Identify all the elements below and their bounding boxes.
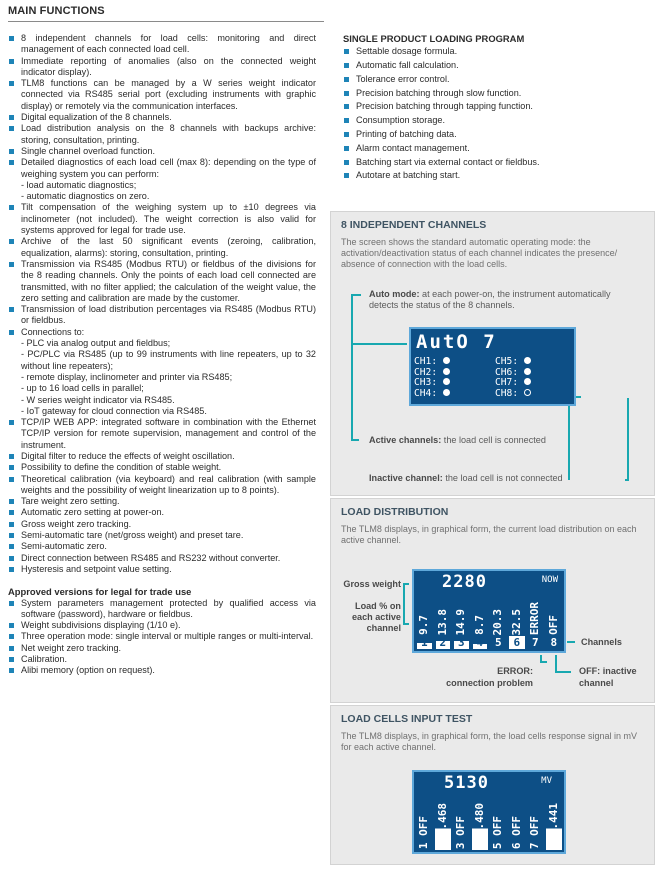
mv-value: 5130 (444, 773, 489, 793)
sub-item: - W series weight indicator via RS485. (21, 394, 175, 405)
list-item: Settable dosage formula. (343, 46, 658, 57)
connector-line (568, 394, 570, 480)
list-item: Calibration. (8, 654, 316, 665)
list-item: Precision batching through tapping function. (343, 101, 658, 112)
channel-status: CH7: (495, 378, 531, 389)
mv-value-label: 7 OFF (528, 815, 541, 849)
load-percent-value: 32.5 (509, 608, 523, 635)
inactive-text: the load cell is not connected (442, 473, 563, 483)
mv-value-label: 4 3.480 (472, 802, 486, 849)
panel-description: The screen shows the standard automatic operating mode: the activation/deactivation status of each channel indicates the presence/ absence of connection with the load cells. (341, 237, 618, 270)
channel-status: CH2: (414, 368, 450, 379)
list-item: Tolerance error control. (343, 74, 658, 85)
load-channel-column (453, 595, 470, 649)
single-product-section (343, 33, 658, 184)
connector-line (625, 479, 629, 481)
channel-number: 6 (509, 636, 526, 649)
load-percent-value: ERROR (528, 601, 541, 635)
list-item (8, 157, 316, 202)
bracket-line (540, 661, 547, 663)
sub-item: - up to 16 load cells in parallel; (21, 383, 144, 394)
error-note: ERROR: connection problem (446, 666, 533, 688)
list-item: Single channel overload function. (8, 146, 316, 157)
list-item: Semi-automatic zero. (8, 541, 316, 552)
bracket-line (403, 623, 409, 625)
load-channel-column (527, 595, 544, 649)
list-item: Autotare at batching start. (343, 170, 658, 181)
auto-mode-screen (409, 327, 576, 406)
channels-label: Channels (581, 637, 622, 647)
connections-text: Connections to: (21, 326, 85, 337)
mv-value-label: 2 6.468 (435, 802, 449, 849)
channel-number: 7 (531, 636, 539, 649)
channel-status: CH8: (495, 389, 531, 400)
load-percent-value: 13.8 (435, 608, 449, 635)
title-divider (8, 21, 324, 22)
list-item: Printing of batching data. (343, 129, 658, 140)
active-text: the load cell is connected (441, 435, 546, 445)
main-functions-column (8, 33, 316, 677)
list-item: Load distribution analysis on the 8 channels with backups archive: storing, consultation, printing. (8, 123, 316, 146)
sub-item: - load automatic diagnostics; (21, 179, 137, 190)
list-item: Gross weight zero tracking. (8, 519, 316, 530)
load-channel-column (416, 595, 433, 649)
diagnostics-text: Detailed diagnostics of each load cell (max 8): depending on the type of weighing system you can perform: (21, 157, 316, 179)
channel-status: CH5: (495, 357, 531, 368)
panel-title: 8 INDEPENDENT CHANNELS (341, 219, 487, 231)
gross-weight-label: Gross weight (343, 579, 401, 589)
panel-description: The TLM8 displays, in graphical form, the load cells response signal in mV for each active channel. (341, 731, 637, 753)
channel-status: CH1: (414, 357, 450, 368)
single-product-list (343, 46, 658, 181)
load-distribution-screen (412, 569, 566, 653)
list-item: Possibility to define the condition of stable weight. (8, 462, 316, 473)
channels-right (495, 357, 531, 399)
active-channels-note (369, 435, 546, 446)
list-item: Direct connection between RS485 and RS232 without converter. (8, 553, 316, 564)
mv-channel-column (435, 796, 452, 850)
connector-line (351, 439, 359, 441)
gross-weight-value: 2280 (442, 572, 487, 592)
channel-number: 2 (439, 636, 447, 649)
load-channel-column (509, 595, 526, 649)
connector-line (351, 294, 353, 439)
list-item: Automatic fall calculation. (343, 60, 658, 71)
list-item: Theoretical calibration (via keyboard) and real calibration (with sample weights and the possibility of weight linearization up to 8 points). (8, 474, 316, 497)
off-note: OFF: inactive channel (579, 666, 637, 688)
mv-value-label: 1 OFF (417, 815, 430, 849)
bracket-line (555, 671, 571, 673)
channel-number: 5 (494, 636, 502, 649)
mv-value-label: 5 OFF (491, 815, 504, 849)
list-item: Hysteresis and setpoint value setting. (8, 564, 316, 575)
mv-value-label: 3 OFF (454, 815, 467, 849)
spacer (8, 575, 316, 586)
load-cells-input-panel (330, 705, 655, 865)
list-item: Transmission via RS485 (Modbus RTU) or fieldbus of the divisions for the 8 reading channels. Only the points of each load cell connected are transmitted, with no filter applied; the calculation of the weight value, the zero setting and calibration are made by the customer. (8, 259, 316, 304)
load-channel-column (490, 595, 507, 649)
auto-mode-note (369, 289, 627, 311)
list-item: TLM8 functions can be managed by a W series weight indicator connected via RS485 serial port (excluding instruments with graphic display) or remotely via the communication interfaces. (8, 78, 316, 112)
mv-channel-column (416, 796, 433, 850)
bracket-line (403, 583, 405, 625)
channel-status: CH4: (414, 389, 450, 400)
now-indicator: NOW (541, 575, 558, 585)
legal-section-title: Approved versions for legal for trade use (8, 586, 192, 598)
unit-label: MV (541, 776, 552, 786)
channel-status: CH3: (414, 378, 450, 389)
input-test-screen (412, 770, 566, 854)
panel-description: The TLM8 displays, in graphical form, the current load distribution on each active channel. (341, 524, 637, 546)
independent-channels-panel (330, 211, 655, 496)
list-item: Transmission of load distribution percentages via RS485 (Modbus RTU) or fieldbus. (8, 304, 316, 327)
list-item: 8 independent channels for load cells: monitoring and direct management of each connected load cell. (8, 33, 316, 56)
channel-number: 3 (457, 636, 465, 649)
load-channel-column (435, 595, 452, 649)
sub-item: - PC/PLC via RS485 (up to 99 instruments with line repeaters, up to 32 without line repeaters); (21, 349, 316, 371)
list-item: Digital equalization of the 8 channels. (8, 112, 316, 123)
channel-number: 4 (476, 636, 484, 649)
mv-channel-column (546, 796, 563, 850)
mv-channel-column (509, 796, 526, 850)
section-title: SINGLE PRODUCT LOADING PROGRAM (343, 33, 525, 44)
load-percent-value: 9.7 (417, 615, 430, 635)
sub-item: - remote display, inclinometer and printer via RS485; (21, 371, 233, 382)
list-item: Automatic zero setting at power-on. (8, 507, 316, 518)
mv-value-label: 8 5.441 (546, 802, 560, 849)
channel-number: 8 (550, 636, 558, 649)
mv-channel-column (490, 796, 507, 850)
mv-channel-column (472, 796, 489, 850)
auto-mode-text: at each power-on, the instrument automatically detects the status of the 8 channels. (369, 289, 611, 310)
bracket-line (403, 583, 409, 585)
mv-value-label: 6 OFF (509, 815, 523, 849)
load-percent-value: 20.3 (491, 608, 504, 635)
legal-list (8, 598, 316, 677)
connector-line (627, 398, 629, 480)
mv-bars (416, 796, 562, 850)
list-item: Three operation mode: single interval or multiple ranges or multi-interval. (8, 631, 316, 642)
list-item: System parameters management protected by qualified access via software (password), hardware or fieldbus. (8, 598, 316, 621)
load-distribution-panel (330, 498, 655, 703)
connector-line (351, 343, 407, 345)
channel-status: CH6: (495, 368, 531, 379)
list-item: Tilt compensation of the weighing system up to ±10 degrees via inclinometer (not included). The weight correction is also valid for systems approved for legal for trade use. (8, 202, 316, 236)
load-percent-value: OFF (546, 615, 560, 635)
page-title: MAIN FUNCTIONS (8, 5, 105, 17)
active-label: Active channels: (369, 435, 442, 445)
channels-left (414, 357, 450, 399)
list-item: Digital filter to reduce the effects of weight oscillation. (8, 451, 316, 462)
list-item: TCP/IP WEB APP: integrated software in combination with the Ethernet TCP/IP version for remote supervision, management and control of the instrument. (8, 417, 316, 451)
mv-channel-column (453, 796, 470, 850)
load-percent-value: 14.9 (454, 608, 467, 635)
list-item: Weight subdivisions displaying (1/10 e). (8, 620, 316, 631)
list-item: Consumption storage. (343, 115, 658, 126)
bracket-line (567, 641, 575, 643)
list-item: Batching start via external contact or fieldbus. (343, 157, 658, 168)
sub-item: - IoT gateway for cloud connection via RS485. (21, 405, 207, 416)
list-item: Semi-automatic tare (net/gross weight) and preset tare. (8, 530, 316, 541)
panel-title: LOAD CELLS INPUT TEST (341, 713, 473, 725)
load-percent-value: 8.7 (472, 615, 486, 635)
sub-item: - automatic diagnostics on zero. (21, 191, 150, 202)
load-channel-column (472, 595, 489, 649)
list-item: Archive of the last 50 significant events (zeroing, calibration, equalization, alarms): storing, consultation, printing. (8, 236, 316, 259)
screen-title: AutO 7 (416, 331, 497, 353)
load-channel-column (546, 595, 563, 649)
list-item: Tare weight zero setting. (8, 496, 316, 507)
panel-title: LOAD DISTRIBUTION (341, 506, 449, 518)
channel-number: 1 (420, 636, 428, 649)
auto-mode-label: Auto mode: (369, 289, 420, 299)
list-item: Immediate reporting of anomalies (also on the connected weight indicator display). (8, 56, 316, 79)
inactive-label: Inactive channel: (369, 473, 443, 483)
sub-item: - PLC via analog output and fieldbus; (21, 338, 171, 349)
list-item: Alibi memory (option on request). (8, 665, 316, 676)
list-item: Alarm contact management. (343, 143, 658, 154)
list-item (8, 327, 316, 417)
list-item: Precision batching through slow function. (343, 88, 658, 99)
main-functions-list (8, 33, 316, 575)
inactive-channel-note (369, 473, 563, 484)
load-bars (416, 595, 562, 649)
load-percent-label: Load % on each active channel (351, 601, 401, 633)
list-item: Net weight zero tracking. (8, 643, 316, 654)
mv-channel-column (527, 796, 544, 850)
